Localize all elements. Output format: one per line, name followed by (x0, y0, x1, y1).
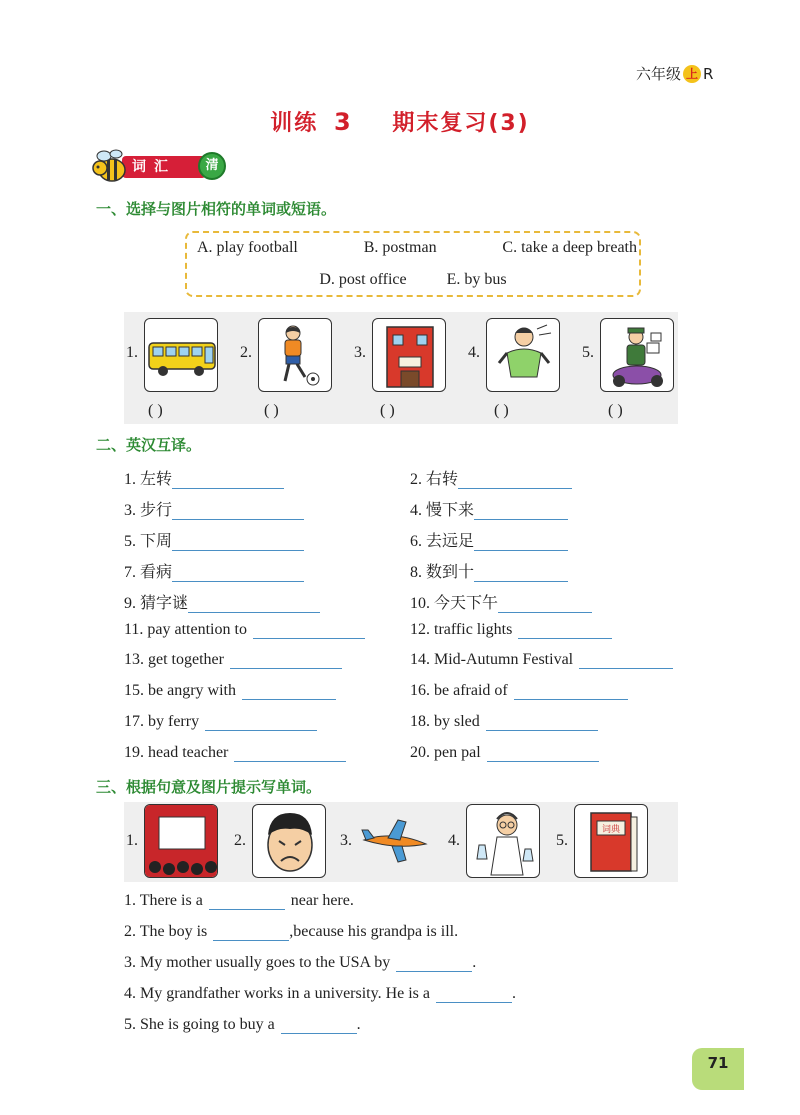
answer-blank[interactable] (474, 533, 568, 551)
dictionary-picture (574, 804, 648, 878)
item-text: 4. 慢下来 (410, 502, 475, 519)
section1-picture-strip (124, 312, 678, 424)
item-text: 11. pay attention to (124, 621, 247, 638)
answer-blank[interactable] (514, 682, 628, 700)
answer-blank[interactable] (579, 651, 673, 669)
postman-icon (601, 319, 674, 392)
answer-blank[interactable] (234, 744, 346, 762)
pic2-number: 2. (234, 832, 246, 849)
pic4-number: 4. (448, 832, 460, 849)
translation-item (410, 497, 568, 520)
translation-item (124, 497, 304, 520)
answer-blank[interactable] (172, 533, 304, 551)
vocab-badge (90, 148, 230, 184)
page-title (0, 106, 800, 137)
sad-face-icon (253, 805, 326, 878)
answer-blank[interactable] (172, 502, 304, 520)
cinema-icon (145, 805, 218, 878)
postman-picture (600, 318, 674, 392)
page-number: 71 (692, 1048, 744, 1090)
sentence-post: . (472, 954, 477, 971)
pic1-number: 1. (126, 344, 138, 361)
sentence-pre: 5. She is going to buy a (124, 1016, 275, 1033)
answer-blank[interactable] (486, 713, 598, 731)
translation-item (410, 528, 568, 551)
item-text: 6. 去远足 (410, 533, 475, 550)
vocab-badge-label: 词汇 (122, 156, 206, 178)
answer-blank[interactable] (458, 471, 572, 489)
bee-icon (90, 148, 130, 184)
item-text: 3. 步行 (124, 502, 173, 519)
grade-prefix: 六年级 (636, 65, 682, 83)
item-text: 17. by ferry (124, 713, 200, 730)
item-text: 18. by sled (410, 713, 480, 730)
translation-item (124, 528, 304, 551)
section2-heading: 二、英汉互译。 (96, 436, 202, 454)
word-bank-row2 (187, 271, 639, 289)
scientist-picture (466, 804, 540, 878)
football-player-icon (259, 319, 332, 392)
option-c: C. take a deep breath (502, 239, 637, 256)
answer-blank[interactable] (213, 923, 289, 941)
bus-icon (145, 319, 218, 392)
item-text: 2. 右转 (410, 471, 459, 488)
football-picture (258, 318, 332, 392)
leaf-badge: 清 (198, 152, 226, 180)
item-text: 16. be afraid of (410, 682, 508, 699)
post-office-icon (373, 319, 446, 392)
option-d: D. post office (319, 271, 407, 288)
pic3-number: 3. (354, 344, 366, 361)
cinema-picture (144, 804, 218, 878)
translation-item (410, 651, 673, 669)
answer-blank[interactable] (205, 713, 317, 731)
word-bank (185, 231, 641, 297)
post-office-picture (372, 318, 446, 392)
answer-blank[interactable] (474, 502, 568, 520)
translation-item (410, 559, 568, 582)
breathing-man-icon (487, 319, 560, 392)
pic5-number: 5. (556, 832, 568, 849)
translation-item (124, 590, 320, 613)
title-number: 3 (333, 108, 353, 136)
translation-item (410, 466, 572, 489)
translation-item (124, 713, 317, 731)
answer-blank[interactable] (172, 564, 304, 582)
answer-blank[interactable] (242, 682, 336, 700)
item-text: 9. 猜字谜 (124, 595, 189, 612)
translation-item (410, 590, 592, 613)
item-text: 20. pen pal (410, 744, 481, 761)
item-text: 7. 看病 (124, 564, 173, 581)
sentence-pre: 4. My grandfather works in a university. He is a (124, 985, 430, 1002)
answer-paren-5[interactable]: ( ) (608, 402, 623, 419)
answer-blank[interactable] (436, 985, 512, 1003)
answer-blank[interactable] (518, 621, 612, 639)
item-text: 13. get together (124, 651, 224, 668)
sentence-post: . (356, 1016, 361, 1033)
sentence-pre: 1. There is a (124, 892, 203, 909)
pic4-number: 4. (468, 344, 480, 361)
answer-blank[interactable] (209, 892, 285, 910)
answer-paren-4[interactable]: ( ) (494, 402, 509, 419)
grade-term-badge: 上 (683, 65, 701, 83)
answer-blank[interactable] (253, 621, 365, 639)
answer-paren-2[interactable]: ( ) (264, 402, 279, 419)
translation-item (124, 682, 336, 700)
answer-blank[interactable] (230, 651, 342, 669)
sad-boy-picture (252, 804, 326, 878)
grade-suffix: R (703, 64, 714, 83)
translation-item (410, 682, 628, 700)
answer-blank[interactable] (487, 744, 599, 762)
sentence-post: ,because his grandpa is ill. (289, 923, 459, 940)
title-subtitle: 期末复习(3) (392, 111, 530, 136)
translation-item (124, 559, 304, 582)
sentence-post: near here. (290, 892, 354, 909)
sentence-1 (124, 892, 354, 910)
translation-item (124, 651, 342, 669)
translation-item (410, 621, 612, 639)
option-a: A. play football (197, 239, 298, 256)
plane-icon (358, 804, 432, 878)
pic1-number: 1. (126, 832, 138, 849)
answer-blank[interactable] (281, 1016, 357, 1034)
item-text: 10. 今天下午 (410, 595, 499, 612)
sentence-3 (124, 954, 476, 972)
sentence-5 (124, 1016, 361, 1034)
item-text: 12. traffic lights (410, 621, 513, 638)
deep-breath-picture (486, 318, 560, 392)
option-b: B. postman (363, 239, 437, 256)
item-text: 14. Mid-Autumn Festival (410, 651, 574, 668)
word-bank-row1 (197, 239, 637, 257)
item-text: 15. be angry with (124, 682, 236, 699)
sentence-pre: 2. The boy is (124, 923, 208, 940)
plane-picture (358, 804, 432, 878)
section3-picture-strip (124, 802, 678, 882)
item-text: 1. 左转 (124, 471, 173, 488)
answer-paren-3[interactable]: ( ) (380, 402, 395, 419)
answer-blank[interactable] (188, 595, 320, 613)
title-training: 训练 (270, 111, 319, 136)
answer-blank[interactable] (498, 595, 592, 613)
answer-blank[interactable] (172, 471, 284, 489)
translation-item (410, 744, 599, 762)
bus-picture (144, 318, 218, 392)
answer-blank[interactable] (474, 564, 568, 582)
section3-heading: 三、根据句意及图片提示写单词。 (96, 778, 322, 796)
translation-item (124, 466, 284, 489)
option-e: E. by bus (446, 271, 507, 288)
translation-item (410, 713, 598, 731)
scientist-icon (467, 805, 540, 878)
sentence-2 (124, 923, 458, 941)
pic5-number: 5. (582, 344, 594, 361)
answer-paren-1[interactable]: ( ) (148, 402, 163, 419)
sentence-post: . (512, 985, 516, 1002)
item-text: 8. 数到十 (410, 564, 475, 581)
answer-blank[interactable] (396, 954, 472, 972)
sentence-pre: 3. My mother usually goes to the USA by (124, 954, 391, 971)
section1-heading: 一、选择与图片相符的单词或短语。 (96, 200, 337, 218)
pic3-number: 3. (340, 832, 352, 849)
dictionary-icon (575, 805, 648, 878)
item-text: 19. head teacher (124, 744, 229, 761)
dictionary-label: 词典 (601, 825, 621, 835)
item-text: 5. 下周 (124, 533, 173, 550)
pic2-number: 2. (240, 344, 252, 361)
sentence-4 (124, 985, 516, 1003)
grade-label (636, 63, 713, 84)
translation-item (124, 621, 365, 639)
translation-item (124, 744, 346, 762)
